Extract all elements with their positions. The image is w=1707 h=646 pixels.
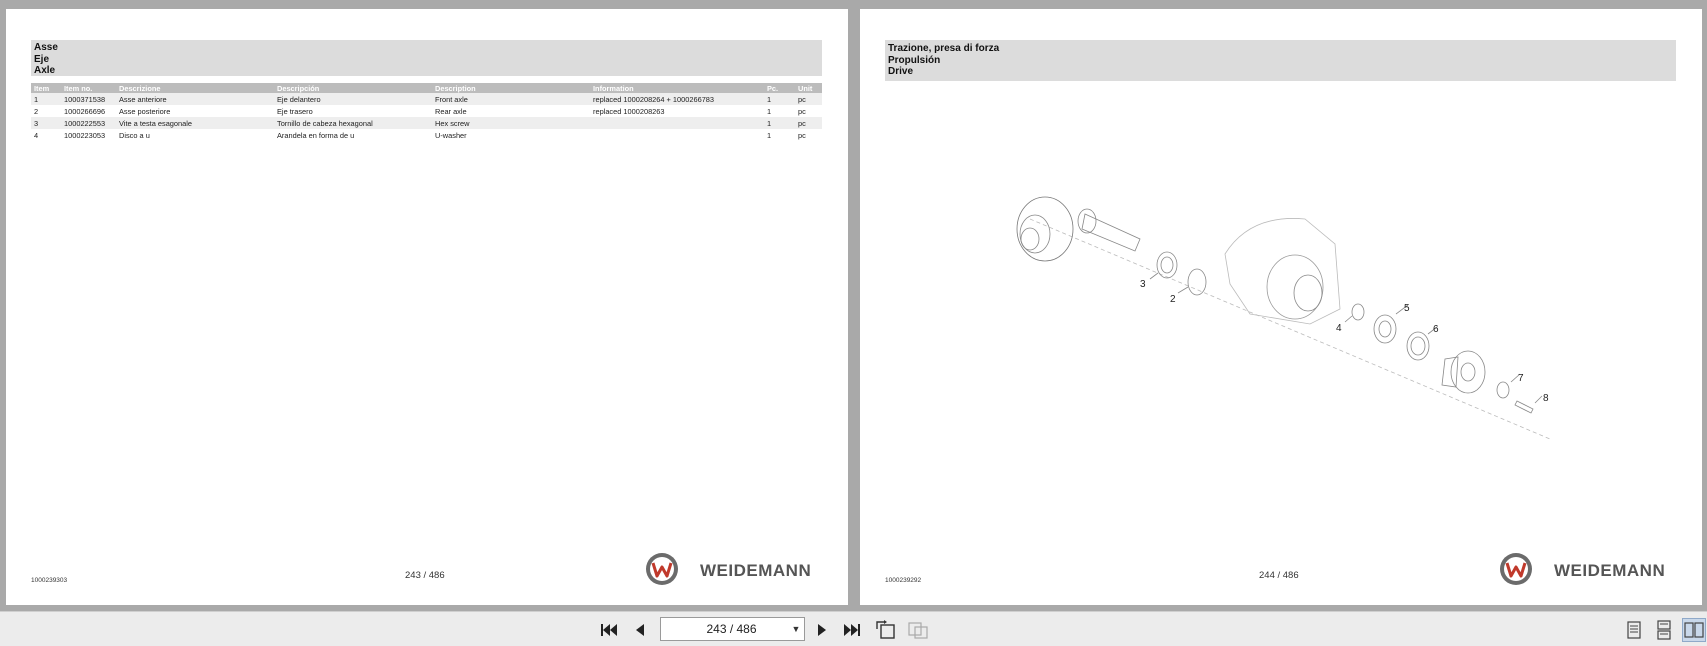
first-page-button[interactable] (597, 618, 621, 642)
cell-pc: 1 (767, 130, 772, 140)
cell-information: replaced 1000208264 + 1000266783 (590, 93, 764, 105)
cell-descrizione: Asse anteriore (116, 93, 274, 105)
cell-unit: pc (798, 106, 806, 116)
exploded-drive-diagram (990, 189, 1570, 459)
callout-8: 8 (1543, 393, 1549, 404)
col-pc: Pc. (764, 83, 795, 93)
header-line-it: Trazione, presa di forza (888, 43, 1000, 54)
rotate-view-button[interactable] (874, 618, 898, 642)
two-page-icon (1684, 621, 1704, 639)
fit-view-icon (907, 620, 929, 640)
col-description: Description (432, 83, 590, 93)
header-line-en: Drive (888, 66, 914, 77)
next-page-button[interactable] (810, 618, 834, 642)
logo-wordmark: WEIDEMANN (1554, 561, 1666, 580)
callout-7: 7 (1518, 373, 1524, 384)
viewer-toolbar (0, 611, 1707, 646)
left-page-header (31, 40, 822, 76)
cell-descripcion: Eje trasero (277, 106, 313, 116)
page-number: 243 / 486 (405, 570, 445, 581)
col-descrizione: Descrizione (116, 83, 274, 93)
cell-pc: 1 (764, 93, 795, 105)
cell-unit: pc (795, 93, 822, 105)
cell-information (590, 129, 764, 141)
header-line-es: Eje (34, 53, 50, 65)
left-page (6, 9, 848, 605)
continuous-page-icon (1655, 620, 1673, 640)
cell-item-no: 1000266696 (64, 106, 106, 116)
cell-description: Hex screw (432, 117, 590, 129)
two-page-view-button[interactable] (1682, 618, 1706, 642)
callout-2: 2 (1170, 294, 1176, 305)
callout-4: 4 (1336, 323, 1342, 334)
weidemann-logo-icon (645, 552, 679, 586)
cell-description: U-washer (435, 130, 467, 140)
col-item-no: Item no. (61, 83, 116, 93)
cell-item: 3 (31, 117, 61, 129)
cell-item: 1 (31, 93, 61, 105)
cell-item: 2 (34, 106, 39, 116)
parts-table (31, 83, 822, 141)
next-page-icon (815, 622, 829, 638)
single-page-view-button[interactable] (1622, 618, 1646, 642)
page-number: 244 / 486 (1259, 570, 1299, 581)
table-row (31, 129, 822, 141)
right-page (860, 9, 1702, 605)
cell-item: 4 (34, 130, 39, 140)
single-page-icon (1626, 620, 1642, 640)
cell-description: Front axle (432, 93, 590, 105)
right-page-header (885, 40, 1676, 81)
cell-unit: pc (798, 130, 806, 140)
table-header-row (31, 83, 822, 93)
cell-descrizione: Vite a testa esagonale (116, 117, 274, 129)
cell-descrizione: Disco a u (119, 130, 150, 140)
doc-id: 1000239292 (885, 577, 922, 584)
header-line-es: Propulsión (888, 54, 941, 66)
callout-3: 3 (1140, 279, 1146, 290)
prev-page-icon (633, 622, 647, 638)
chevron-down-icon[interactable]: ▼ (791, 624, 801, 634)
callout-6: 6 (1433, 324, 1439, 335)
rotate-view-icon (875, 620, 897, 640)
diagram-lines (1017, 197, 1550, 439)
continuous-view-button[interactable] (1652, 618, 1676, 642)
last-page-icon (843, 622, 861, 638)
cell-item-no: 1000222553 (61, 117, 116, 129)
table-row (31, 93, 822, 105)
doc-id: 1000239303 (31, 577, 68, 584)
first-page-icon (600, 622, 618, 638)
header-line-en: Axle (34, 65, 56, 76)
cell-pc: 1 (764, 117, 795, 129)
cell-descrizione: Asse posteriore (119, 106, 171, 116)
weidemann-logo-icon (1499, 552, 1533, 586)
col-information: Information (590, 83, 764, 93)
cell-descripcion: Eje delantero (274, 93, 432, 105)
cell-unit: pc (795, 117, 822, 129)
col-unit: Unit (795, 83, 822, 93)
cell-information (590, 117, 764, 129)
fit-view-button[interactable] (906, 618, 930, 642)
header-line-it: Asse (34, 42, 58, 53)
page-number-field[interactable] (660, 617, 805, 641)
cell-descripcion: Arandela en forma de u (277, 130, 355, 140)
logo-wordmark: WEIDEMANN (700, 561, 812, 580)
cell-description: Rear axle (435, 106, 467, 116)
cell-item-no: 1000223053 (64, 130, 106, 140)
callout-5: 5 (1404, 303, 1410, 314)
cell-pc: 1 (767, 106, 772, 116)
last-page-button[interactable] (840, 618, 864, 642)
table-row (31, 117, 822, 129)
cell-descripcion: Tornillo de cabeza hexagonal (274, 117, 432, 129)
col-descripcion: Descripción (274, 83, 432, 93)
prev-page-button[interactable] (628, 618, 652, 642)
cell-item-no: 1000371538 (61, 93, 116, 105)
col-item: Item (31, 83, 61, 93)
table-row (31, 105, 822, 117)
page-field-value: 243 / 486 (706, 622, 757, 636)
cell-information: replaced 1000208263 (593, 106, 665, 116)
